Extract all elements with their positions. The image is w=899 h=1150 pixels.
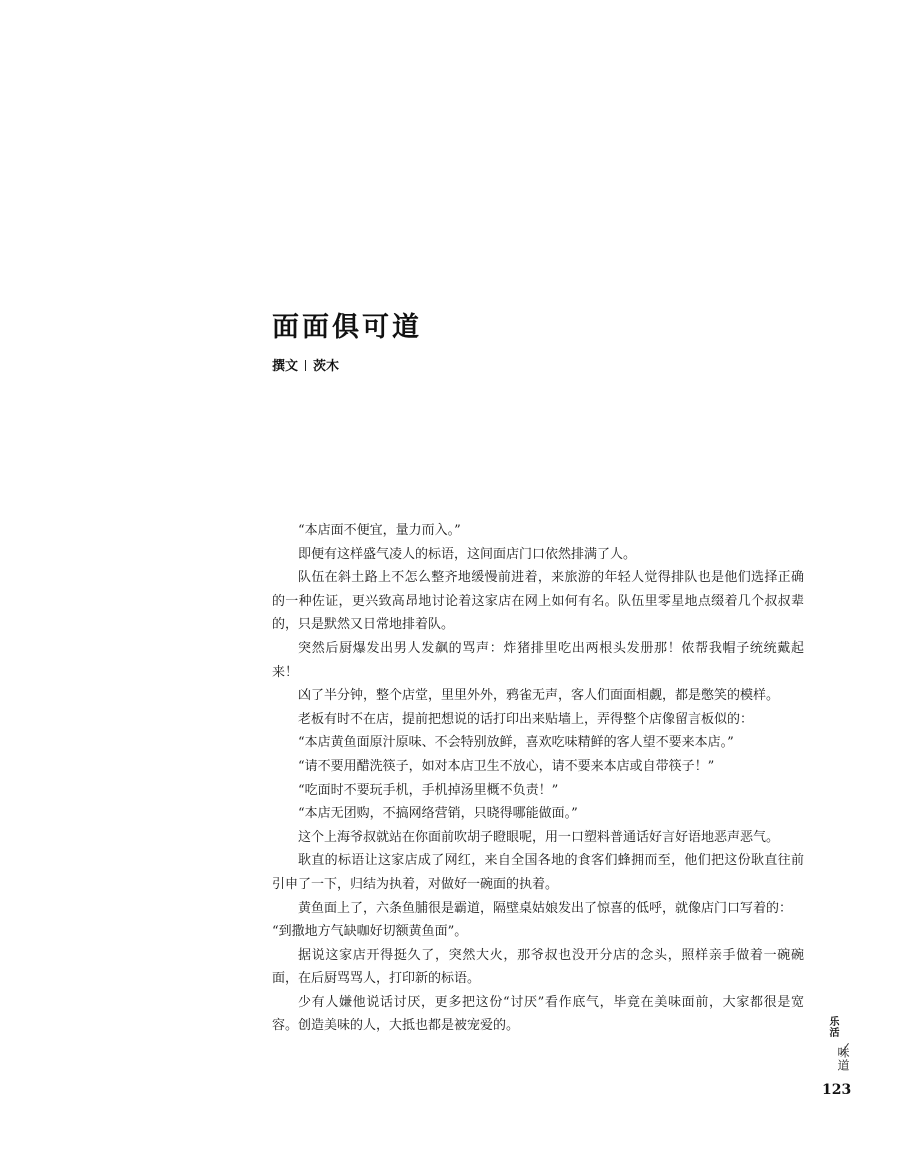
article-paragraph: “本店无团购，不搞网络营销，只晓得哪能做面。” (298, 806, 578, 822)
article-paragraph: 耿直的标语让这家店成了网红，来自全国各地的食客们蜂拥而至，他们把这份耿直往前引申了一下，归结为执着，对做好一碗面的执着。 (272, 853, 804, 892)
article-paragraph: “本店面不便宜，量力而入。” (298, 523, 461, 538)
byline-author: 茨木 (313, 359, 340, 374)
article-paragraph: “本店黄鱼面原汁原味、不会特别放鲜，喜欢吃味精鲜的客人望不要来本店。” (298, 735, 734, 751)
article-paragraph: 老板有时不在店，提前把想说的话打印出来贴墙上，弄得整个店像留言板似的： (298, 711, 754, 727)
section-tag (821, 1016, 849, 1078)
article-paragraph: “请不要用醋洗筷子，如对本店卫生不放心，请不要来本店或自带筷子！” (298, 758, 715, 774)
article-paragraph: 即便有这样盛气凌人的标语，这间面店门口依然排满了人。 (298, 546, 637, 562)
article-title: 面面俱可道 (272, 312, 422, 343)
article-paragraph: “到撒地方气缺咖好切额黄鱼面”。 (272, 924, 468, 940)
byline-divider (305, 360, 306, 371)
section-primary: 乐活 (827, 1016, 838, 1038)
article-paragraph: 突然后厨爆发出男人发飙的骂声：炸猪排里吃出两根头发册那！侬帮我帽子统统戴起来！ (272, 640, 804, 680)
article-paragraph: 这个上海爷叔就站在你面前吹胡子瞪眼呢，用一口塑料普通话好言好语地恶声恶气。 (298, 829, 780, 845)
page-number: 123 (822, 1082, 852, 1098)
article-body (272, 519, 804, 1038)
article-paragraph: “吃面时不要玩手机，手机掉汤里概不负责！” (298, 782, 559, 798)
article-paragraph: 凶了半分钟，整个店堂，里里外外，鸦雀无声，客人们面面相觑，都是憋笑的模样。 (298, 688, 780, 704)
article-paragraph: 少有人嫌他说话讨厌，更多把这份“讨厌”看作底气，毕竟在美味面前，大家都很是宽容。创造美味的人，大抵也都是被宠爱的。 (272, 994, 804, 1034)
byline (272, 358, 339, 376)
section-secondary: 味道 (836, 1046, 850, 1072)
article-paragraph: 黄鱼面上了，六条鱼脯很是霸道，隔壁桌姑娘发出了惊喜的低呼，就像店门口写着的： (298, 900, 793, 916)
article-paragraph: 队伍在斜土路上不怎么整齐地缓慢前进着，来旅游的年轻人觉得排队也是他们选择正确的一种佐证，更兴致高昂地讨论着这家店在网上如何有名。队伍里零星地点缀着几个叔叔辈的，只是默然又日常地排着队。 (272, 570, 804, 633)
byline-label: 撰文 (272, 359, 299, 374)
article-paragraph: 据说这家店开得挺久了，突然大火，那爷叔也没开分店的念头，照样亲手做着一碗碗面，在后厨骂骂人，打印新的标语。 (272, 947, 804, 987)
